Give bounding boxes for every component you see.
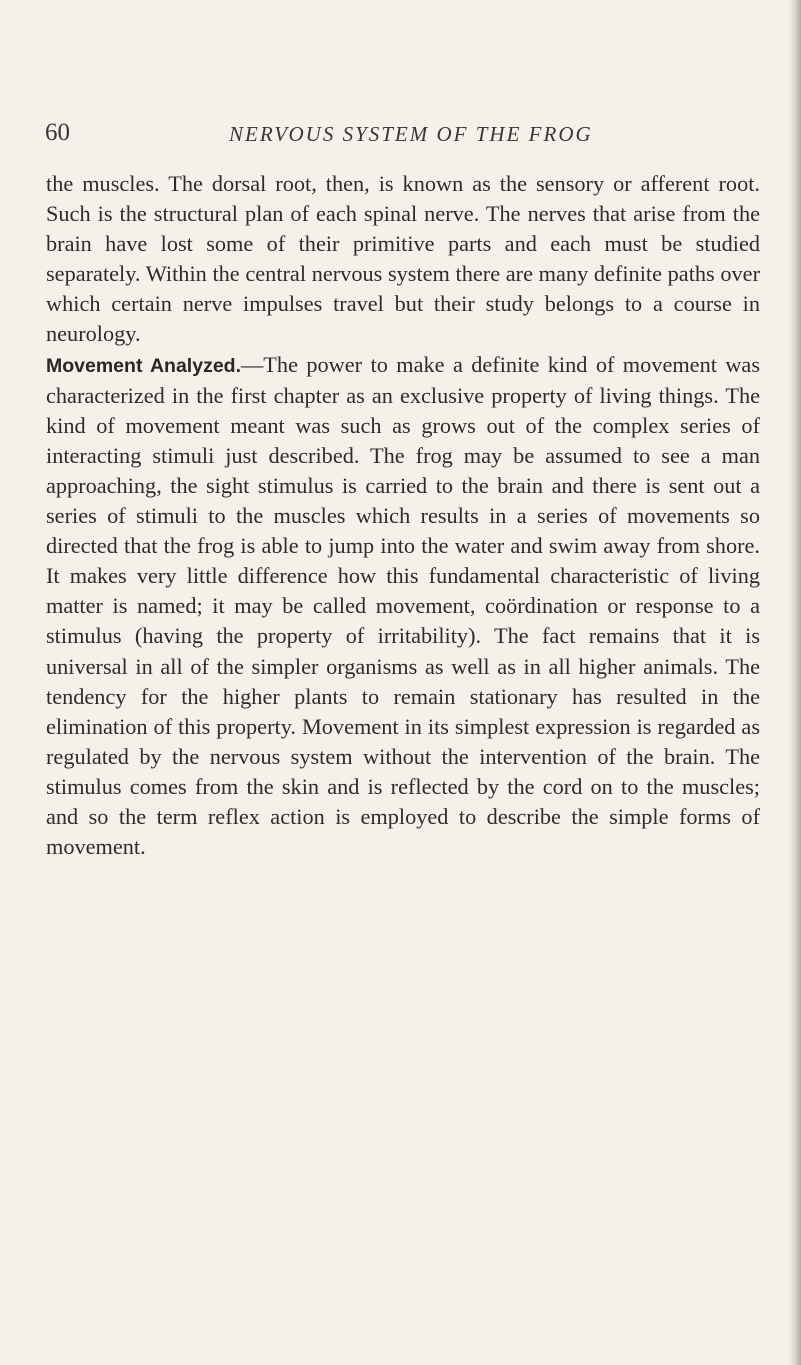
paragraph-movement-analyzed <box>46 350 760 863</box>
paragraph-continued: the muscles. The dorsal root, then, is known as the sensory or afferent root. Such is the structural plan of each spinal nerve. The nerves that arise from the brain have lost some of their primitive parts and each must be studied separately. Within the central nervous system there are many definite paths over which certain nerve impulses travel but their study belongs to a course in neurology. <box>46 171 760 347</box>
page-number: 60 <box>45 119 70 146</box>
section-heading: Movement Analyzed. <box>46 354 241 377</box>
body-text <box>46 169 760 862</box>
paragraph-body: —The power to make a definite kind of movement was characterized in the first chapter as an exclusive property of living things. The kind of movement meant was such as grows out of the complex series of interacting stimuli just described. The frog may be assumed to see a man approaching, the sight stimulus is carried to the brain and there is sent out a series of stimuli to the muscles which results in a series of movements so directed that the frog is able to jump into the water and swim away from shore. It makes very little difference how this fundamental characteristic of living matter is named; it may be called movement, coördination or response to a stimulus (having the property of irritability). The fact remains that it is universal in all of the simpler organisms as well as in all higher animals. The tendency for the higher plants to remain stationary has resulted in the elimination of this property. Movement in its simplest expression is regarded as regulated by the nervous system without the intervention of the brain. The stimulus comes from the skin and is reflected by the cord on to the muscles; and so the term reflex action is employed to describe the simple forms of movement. <box>46 351 761 860</box>
running-head: NERVOUS SYSTEM OF THE FROG <box>229 122 593 146</box>
page-edge-shadow <box>789 0 801 1365</box>
